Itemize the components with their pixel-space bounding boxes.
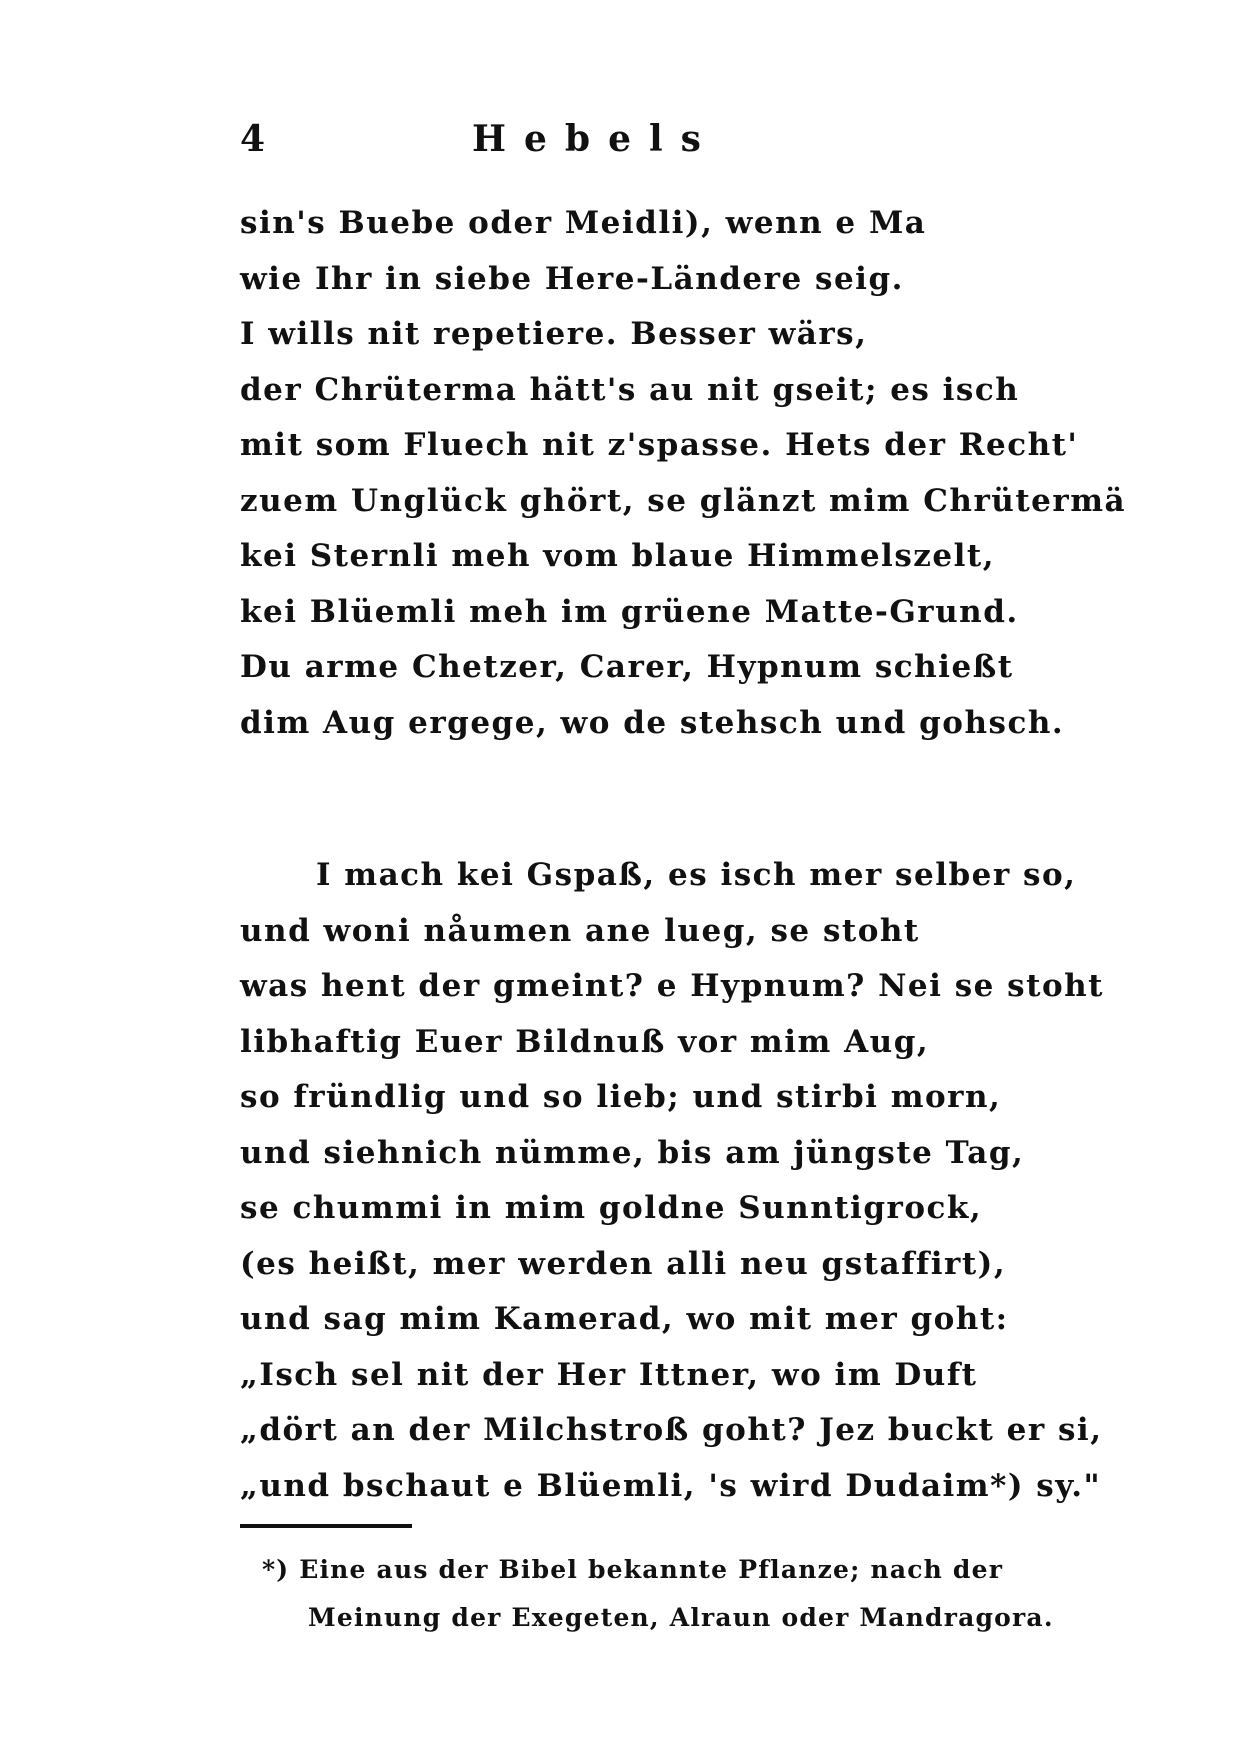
footnote bbox=[262, 1546, 1054, 1642]
verse-line: „dört an der Milchstroß goht? Jez buckt er si, bbox=[240, 1412, 1103, 1448]
verse-line: und siehnich nümme, bis am jüngste Tag, bbox=[240, 1134, 1025, 1171]
verse-line: libhaftig Euer Bildnuß vor mim Aug, bbox=[240, 1023, 930, 1060]
footnote-line: Meinung der Exegeten, Alraun oder Mandragora. bbox=[308, 1603, 1054, 1632]
verse-line: und sag mim Kamerad, wo mit mer goht: bbox=[240, 1301, 1009, 1337]
verse-line: „Isch sel nit der Her Ittner, wo im Duft bbox=[240, 1356, 978, 1393]
verse-line: wie Ihr in siebe Here-Ländere seig. bbox=[240, 260, 904, 297]
verse-line: mit som Fluech nit z'spasse. Hets der Recht' bbox=[240, 427, 1079, 463]
verse-line: I wills nit repetiere. Besser wärs, bbox=[240, 316, 868, 352]
stanza-1 bbox=[240, 196, 1127, 751]
page-number: 4 bbox=[240, 118, 266, 160]
verse-line: sin's Buebe oder Meidli), wenn e Ma bbox=[240, 205, 927, 241]
footnote-line: *) Eine aus der Bibel bekannte Pflanze; nach der bbox=[262, 1555, 1004, 1584]
verse-line: „und bschaut e Blüemli, 's wird Dudaim*) sy." bbox=[240, 1467, 1102, 1504]
verse-line: Du arme Chetzer, Carer, Hypnum schießt bbox=[240, 649, 1014, 685]
verse-line: I mach kei Gspaß, es isch mer selber so, bbox=[316, 857, 1077, 893]
verse-line: was hent der gmeint? e Hypnum? Nei se stoht bbox=[240, 968, 1104, 1004]
verse-line: (es heißt, mer werden alli neu gstaffirt), bbox=[240, 1245, 1007, 1282]
page-header bbox=[240, 118, 1000, 178]
verse-line: se chummi in mim goldne Sunntigrock, bbox=[240, 1190, 983, 1226]
verse-line: und woni nåumen ane lueg, se stoht bbox=[240, 912, 920, 949]
verse-line: dim Aug ergege, wo de stehsch und gohsch. bbox=[240, 704, 1065, 741]
verse-line: kei Blüemli meh im grüene Matte-Grund. bbox=[240, 593, 1019, 630]
verse-line: so fründlig und so lieb; und stirbi morn, bbox=[240, 1079, 1002, 1115]
verse-line: zuem Unglück ghört, se glänzt mim Chrütermä bbox=[240, 482, 1127, 519]
running-title: Hebels bbox=[472, 118, 719, 160]
verse-line: kei Sternli meh vom blaue Himmelszelt, bbox=[240, 538, 995, 574]
verse-line: der Chrüterma hätt's au nit gseit; es isch bbox=[240, 371, 1020, 408]
stanza-2 bbox=[240, 848, 1104, 1514]
footnote-divider bbox=[240, 1524, 412, 1528]
